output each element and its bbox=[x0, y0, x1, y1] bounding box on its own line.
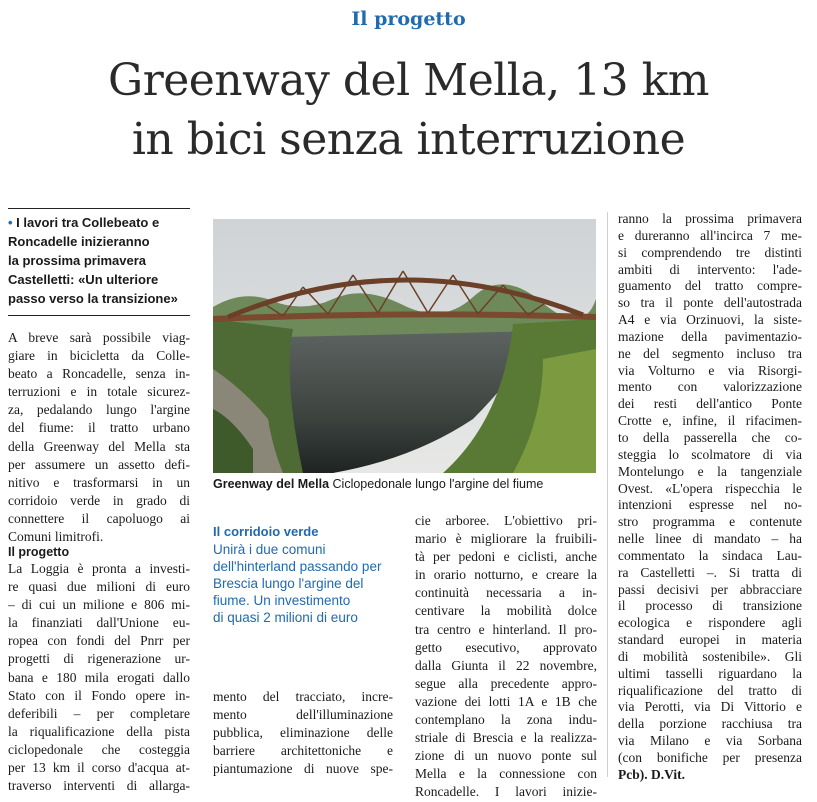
river-bridge-photo bbox=[213, 219, 596, 473]
subheading-il-progetto: Il progetto bbox=[8, 545, 70, 559]
headline-line-2: in bici senza interruzione bbox=[131, 114, 686, 165]
summary-bottom-rule bbox=[8, 315, 190, 316]
column-divider bbox=[607, 212, 608, 777]
summary-line-1: • I lavori tra Collebeato e bbox=[8, 215, 160, 230]
column-3-body: cie arboree. L'obiettivo pri- mario è migliorare la fruibili- tà per pedoni e ciclisti, anche in orario notturno, e creare la continuità necessaria a in- centivare la mobilità dolce tra centro e hinterland. Il pro- getto esecutivo, approvato dalla Giunta il 22 novembre, segue alla precedente appro- vazione dei lotti 1A e 1B che contemplano la zona indu- striale di Brescia e la realizza- zione di un nuovo ponte sul Mella e la connessione con Roncadelle. I lavori inizie- bbox=[415, 513, 597, 800]
box-text: Unirà i due comuni dell'hinterland passando per Brescia lungo l'argine del fiume. Un investimento di quasi 2 milioni di euro bbox=[213, 542, 382, 625]
column-2-body: mento del tracciato, incre- mento dell'illuminazione pubblica, eliminazione delle barriere architettoniche e piantumazione di nuove spe- bbox=[213, 689, 393, 777]
summary-line-4: Castelletti: «Un ulteriore bbox=[8, 272, 159, 287]
column-4-body: ranno la prossima primavera e dureranno all'incirca 7 me- si comprendendo tre distinti ambiti di intervento: l'ade- guamento del tratto compre- so tra il ponte dell'autostrada A4 e via Orzinuovi, la siste- mazione della pavimentazio- ne del segmento incluso tra via Volturno e via Risorgi- mento con valorizzazione dei resti dell'antico Ponte Crotte e, infine, il rifacimen- to della passerella che co- steggia lo scolmatore di via Montelungo e la tangenziale Ovest. «L'opera rispecchia le intenzioni espresse nel no- stro programma e contenute nelle linee di mandato – ha commentato la sindaca Lau- ra Castelletti –. Si tratta di passi decisivi per abbracciare il processo di transizione ecologica e rispondere agli standard europei in materia di mobilità sostenibile». Gli ultimi tasselli riguardano la riqualificazione del tratto di via Perotti, via Di Vittorio e della porzione racchiusa tra via Milano e via Sorbana (con bonifiche per presenza Pcb). D.Vit. bbox=[618, 211, 802, 782]
column-1-intro: A breve sarà possibile viag- giare in bicicletta da Colle- beato a Roncadelle, senza in- terruzioni e in totale sicurez- za, pedalando lungo l'argine del fiume: il tratto urbano della Greenway del Mella sta per assumere un assetto defi- nitivo e trasformarsi in un corridoio verde in grado di connettere il capoluogo ai Comuni limitrofi. bbox=[8, 330, 190, 545]
summary-line-2: Roncadelle inizieranno bbox=[8, 234, 150, 249]
summary-line-3: la prossima primavera bbox=[8, 253, 147, 268]
box-title: Il corridoio verde bbox=[213, 524, 319, 539]
summary-line-5: passo verso la transizione» bbox=[8, 291, 178, 306]
photo-illustration bbox=[213, 219, 596, 473]
column-1-body: La Loggia è pronta a investi- re quasi due milioni di euro – di cui un milione e 806 mi- la finanziati dall'Unione eu- ropea con fondi del Pnrr per progetti di rigenerazione ur- bana e 180 mila erogati dallo Stato con il Fondo opere in- deferibili – per completare la riqualificazione della pista ciclopedonale che costeggia per 13 km il corso d'acqua at- traverso interventi di allarga- bbox=[8, 561, 190, 794]
headline-line-1: Greenway del Mella, 13 km bbox=[108, 55, 709, 106]
summary-top-rule bbox=[8, 208, 190, 209]
photo-caption: Greenway del Mella Ciclopedonale lungo l'argine del fiume bbox=[213, 477, 544, 491]
section-kicker: Il progetto bbox=[351, 8, 466, 30]
